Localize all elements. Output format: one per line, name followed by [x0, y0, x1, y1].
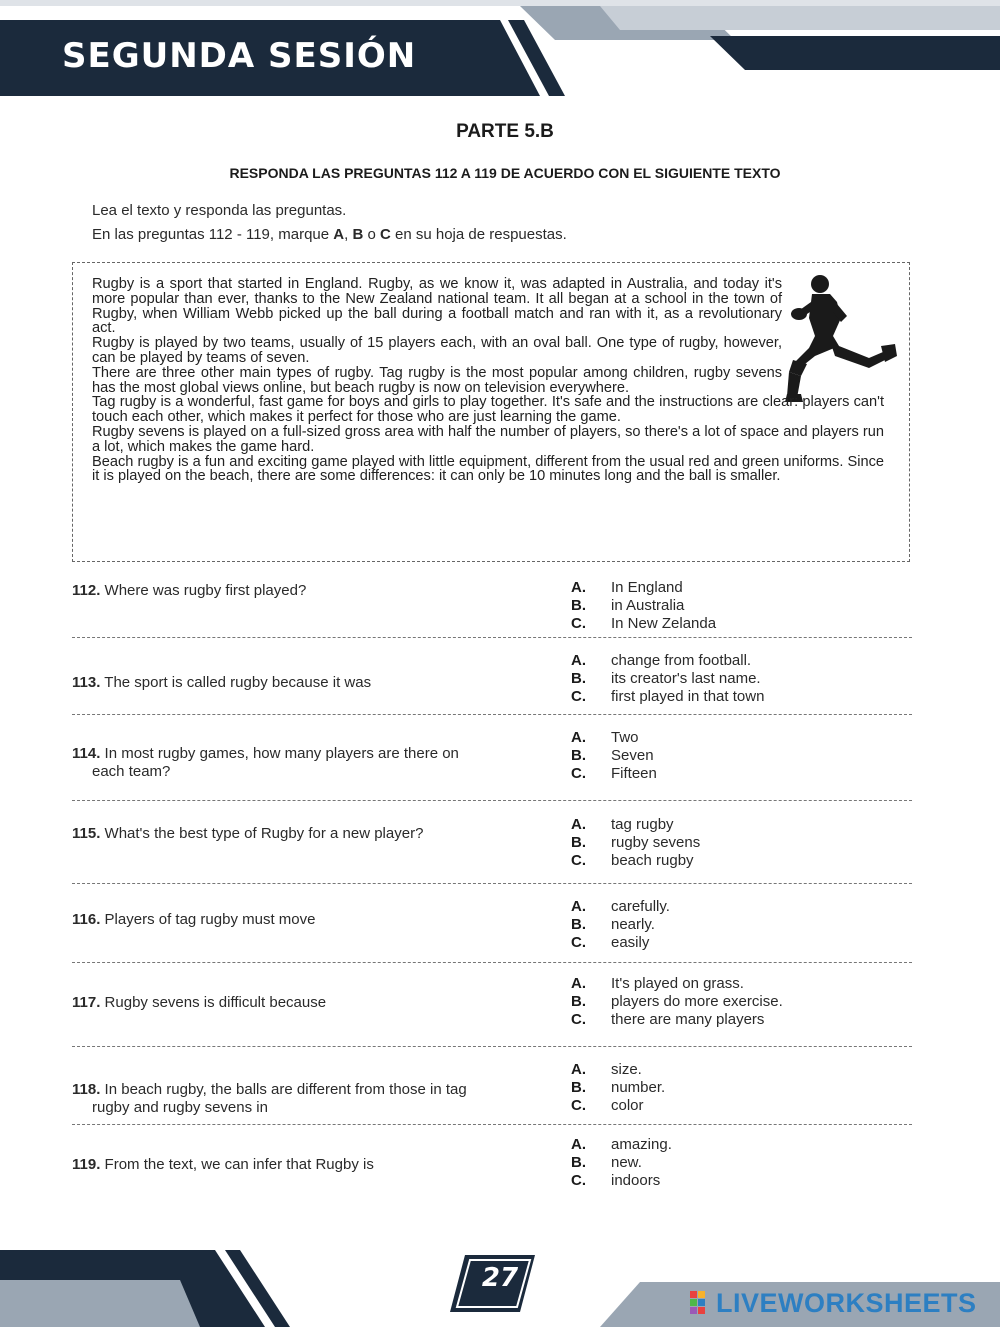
option-a[interactable]: A. It's played on grass. [571, 975, 744, 992]
question-text: 116. Players of tag rugby must move [72, 911, 316, 928]
option-a[interactable]: A. tag rugby [571, 816, 674, 833]
option-c[interactable]: C. there are many players [571, 1011, 765, 1028]
question-divider [72, 962, 912, 963]
option-c[interactable]: C. In New Zelanda [571, 615, 717, 632]
option-b[interactable]: B. in Australia [571, 597, 685, 614]
option-a[interactable]: A. In England [571, 579, 683, 596]
question-divider [72, 883, 912, 884]
option-c[interactable]: C. easily [571, 934, 650, 951]
question-text: 113. The sport is called rugby because it was [72, 674, 372, 691]
watermark-text: LIVEWORKSHEETS [716, 1288, 977, 1318]
option-c[interactable]: C. color [571, 1097, 644, 1114]
option-c[interactable]: C. Fifteen [571, 765, 657, 782]
question-text: 118. In beach rugby, the balls are different from those in tag rugby and rugby sevens in [72, 1081, 467, 1116]
question-text: 112. Where was rugby first played? [72, 582, 307, 599]
liveworksheets-logo-icon [690, 1291, 714, 1315]
option-a[interactable]: A. amazing. [571, 1136, 672, 1153]
option-b[interactable]: B. nearly. [571, 916, 655, 933]
option-b[interactable]: B. Seven [571, 747, 654, 764]
option-b[interactable]: B. number. [571, 1079, 666, 1096]
option-a[interactable]: A. Two [571, 729, 639, 746]
passage-paragraph-4: Tag rugby is a wonderful, fast game for boys and girls to play together. It's safe and the instructions are clear: players can't touch each other, which makes it perfect for those who are just learning the game. [92, 394, 884, 426]
passage-paragraph-6: Beach rugby is a fun and exciting game played with little equipment, different from the usual red and green uniforms. Since it is played on the beach, there are some differences: it can only be 10 minutes long and the ball is smaller. [92, 453, 884, 485]
option-a[interactable]: A. size. [571, 1061, 642, 1078]
question-divider [72, 714, 912, 715]
question-text: 119. From the text, we can infer that Rugby is [72, 1156, 374, 1173]
passage-paragraph-2: Rugby is played by two teams, usually of 15 players each, with an oval ball. One type of rugby, however, can be played by teams of seven. [92, 335, 782, 366]
question-text: 114. In most rugby games, how many players are there on each team? [72, 745, 459, 780]
page-number: 27 [481, 1263, 519, 1293]
option-a[interactable]: A. carefully. [571, 898, 670, 915]
option-b[interactable]: B. rugby sevens [571, 834, 701, 851]
passage-paragraph-1: Rugby is a sport that started in England. Rugby, as we know it, was adapted in Australia, and today it's more popular than ever, thanks to the New Zealand national team. It all began at a school in the town of Rugby, when William Webb picked up the ball during a football match and ran with it, as a revolutionary act. [92, 276, 782, 337]
question-divider [72, 1046, 912, 1047]
question-text: 115. What's the best type of Rugby for a new player? [72, 825, 424, 842]
session-title: SEGUNDA SESIÓN [62, 36, 417, 76]
option-c[interactable]: C. first played in that town [571, 688, 765, 705]
question-text: 117. Rugby sevens is difficult because [72, 994, 327, 1011]
part-title: PARTE 5.B [456, 121, 554, 142]
passage-paragraph-3: There are three other main types of rugby. Tag rugby is the most popular among children, rugby sevens has the most global views online, but beach rugby is now on television everywhere. [92, 364, 782, 396]
question-divider [72, 1124, 912, 1125]
instructions-line-1: Lea el texto y responda las preguntas. [92, 202, 347, 219]
option-b[interactable]: B. new. [571, 1154, 642, 1171]
question-divider [72, 800, 912, 801]
option-a[interactable]: A. change from football. [571, 652, 752, 669]
instructions-heading: RESPONDA LAS PREGUNTAS 112 A 119 DE ACUERDO CON EL SIGUIENTE TEXTO [229, 165, 781, 181]
instructions-line-2: En las preguntas 112 - 119, marque A, B o C en su hoja de respuestas. [92, 226, 567, 243]
question-divider [72, 637, 912, 638]
passage-paragraph-5: Rugby sevens is played on a full-sized gross area with half the number of players, so there's a lot of space and players run a lot, which makes the game hard. [92, 423, 884, 455]
option-b[interactable]: B. players do more exercise. [571, 993, 783, 1010]
reading-passage [92, 277, 884, 484]
option-b[interactable]: B. its creator's last name. [571, 670, 761, 687]
option-c[interactable]: C. beach rugby [571, 852, 694, 869]
option-c[interactable]: C. indoors [571, 1172, 661, 1189]
liveworksheets-watermark[interactable] [690, 1288, 977, 1318]
